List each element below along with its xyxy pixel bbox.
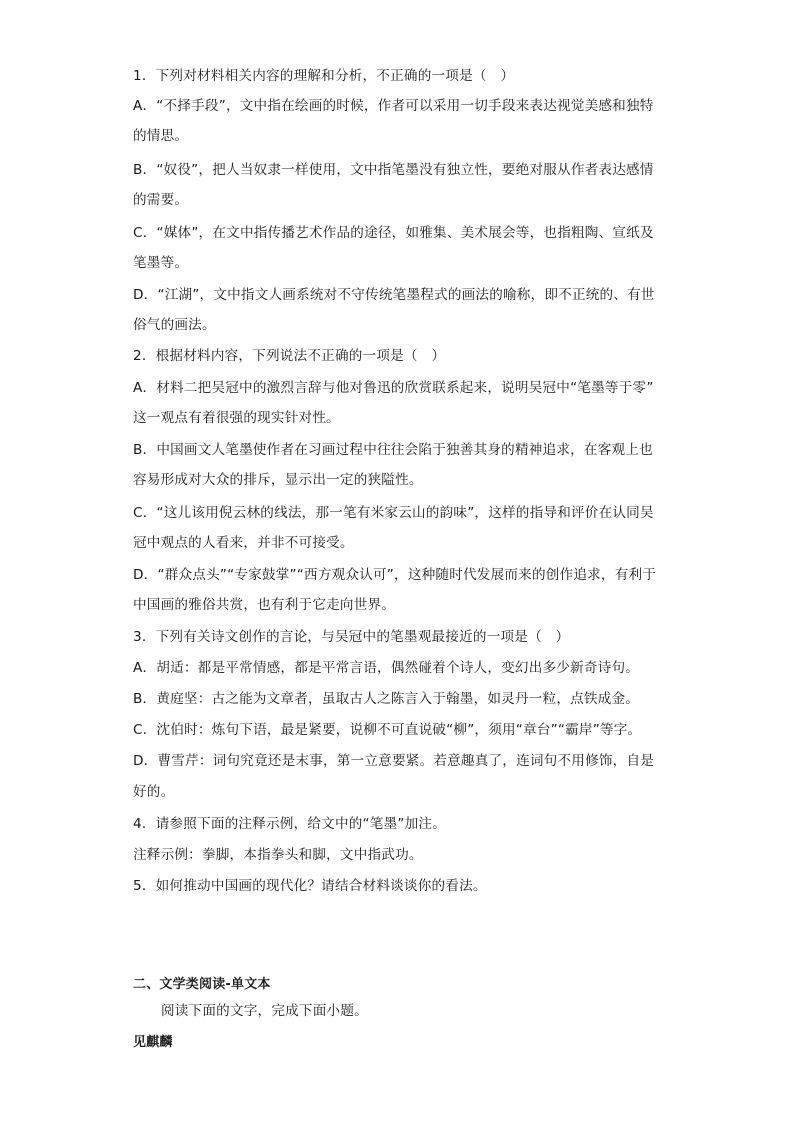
q1-option-b-line2: 的需要。 xyxy=(133,192,189,208)
q5-stem: 5．如何推动中国画的现代化？请结合材料谈谈你的看法。 xyxy=(133,878,487,894)
q3-stem: 3．下列有关诗文创作的言论，与吴冠中的笔墨观最接近的一项是（ ） xyxy=(133,629,570,645)
q4-stem: 4．请参照下面的注释示例，给文中的“笔墨”加注。 xyxy=(133,816,447,832)
q1-option-b-line1: B．“奴役”，把人当奴隶一样使用，文中指笔墨没有独立性，要绝对服从作者表达感情 xyxy=(133,162,654,178)
q1-option-d-line2: 俗气的画法。 xyxy=(133,317,216,333)
q3-option-c: C．沈伯时：炼句下语，最是紧要，说柳不可直说破“柳”，须用“章台”“霸岸”等字。 xyxy=(133,722,642,738)
q1-option-c-line1: C．“媒体”，在文中指传播艺术作品的途径，如雅集、美术展会等，也指粗陶、宣纸及 xyxy=(133,225,654,241)
passage-title: 见麒麟 xyxy=(133,1035,173,1050)
q1-option-a-line1: A．“不择手段”，文中指在绘画的时候，作者可以采用一切手段来表达视觉美感和独特 xyxy=(133,98,654,114)
q1-option-a-line2: 的情思。 xyxy=(133,128,189,144)
q3-option-b: B．黄庭坚：古之能为文章者，虽取古人之陈言入于翰墨，如灵丹一粒，点铁成金。 xyxy=(133,691,640,707)
q2-option-b-line2: 容易形成对大众的排斥，显示出一定的狭隘性。 xyxy=(133,472,423,488)
q2-option-a-line1: A．材料二把吴冠中的激烈言辞与他对鲁迅的欣赏联系起来，说明吴冠中“笔墨等于零” xyxy=(133,380,654,396)
q3-option-a: A．胡适：都是平常情感，都是平常言语，偶然碰着个诗人，变幻出多少新奇诗句。 xyxy=(133,660,640,676)
section-heading: 二、文学类阅读-单文本 xyxy=(133,977,271,992)
q2-option-c-line1: C．“这儿该用倪云林的线法，那一笔有米家云山的韵味”，这样的指导和评价在认同吴 xyxy=(133,505,654,521)
q1-option-c-line2: 笔墨等。 xyxy=(133,255,189,271)
q2-option-d-line2: 中国画的雅俗共赏，也有利于它走向世界。 xyxy=(133,597,396,613)
q1-option-d-line1: D．“江湖”，文中指文人画系统对不守传统笔墨程式的画法的喻称，即不正统的、有世 xyxy=(133,287,655,303)
q2-option-a-line2: 这一观点有着很强的现实针对性。 xyxy=(133,410,340,426)
q1-stem: 1．下列对材料相关内容的理解和分析，不正确的一项是（ ） xyxy=(133,68,515,84)
q2-option-c-line2: 冠中观点的人看来，并非不可接受。 xyxy=(133,535,354,551)
q3-option-d-line1: D．曹雪芹：词句究竟还是末事，第一立意要紧。若意趣真了，连词句不用修饰，自是 xyxy=(133,753,655,769)
section-instruction: 阅读下面的文字，完成下面小题。 xyxy=(161,1003,368,1019)
q2-option-d-line1: D．“群众点头”“专家鼓掌”“西方观众认可”，这种随时代发展而来的创作追求，有利于 xyxy=(133,567,657,583)
q4-example: 注释示例：拳脚，本指拳头和脚，文中指武功。 xyxy=(133,847,423,863)
q2-option-b-line1: B．中国画文人笔墨使作者在习画过程中往往会陷于独善其身的精神追求，在客观上也 xyxy=(133,442,653,458)
q3-option-d-line2: 好的。 xyxy=(133,784,175,800)
q2-stem: 2．根据材料内容，下列说法不正确的一项是（ ） xyxy=(133,348,446,364)
